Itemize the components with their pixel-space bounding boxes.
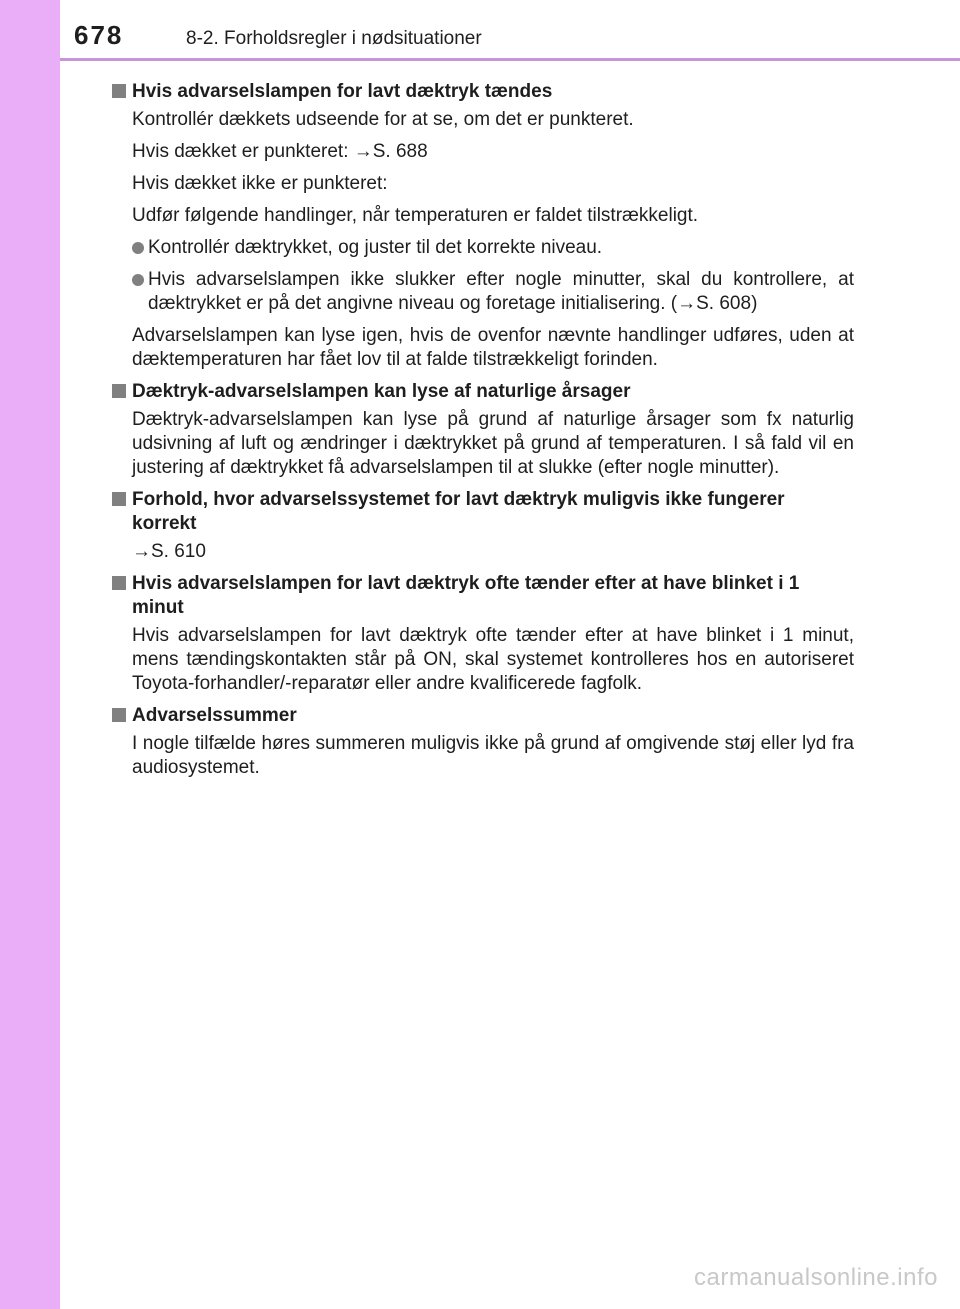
square-bullet-icon xyxy=(112,576,126,590)
chapter-sidebar-tab xyxy=(0,0,60,1309)
page-reference: →S. 610 xyxy=(132,541,206,562)
paragraph: Dæktryk-advarselslampen kan lyse på grund af naturlige årsager som fx naturlig udsivning af luft og ændringer i dæktrykket på grund af temperaturen. I så fald vil en justering af dæktrykket få advarselslampen til at slukke (efter nogle minutter). xyxy=(132,409,854,478)
bullet-item: Hvis advarselslampen ikke slukker efter nogle minutter, skal du kontrollere, at dæktrykket er på det angivne niveau og foretage initialisering. (→S. 608) xyxy=(112,268,854,316)
section-light-after-blinking xyxy=(112,572,854,696)
paragraph: Hvis dækket ikke er punkteret: xyxy=(132,173,388,194)
site-watermark: carmanualsonline.info xyxy=(694,1264,938,1291)
header-divider xyxy=(60,58,960,61)
paragraph: Hvis advarselslampen for lavt dæktryk ofte tænder efter at have blinket i 1 minut, mens tændingskontakten står på ON, skal systemet kontrolleres hos en autoriseret Toyota-forhandler/-reparatør eller andre kvalificerede fagfolk. xyxy=(132,625,854,694)
section-warning-buzzer xyxy=(112,704,854,780)
section-heading: Dæktryk-advarselslampen kan lyse af naturlige årsager xyxy=(112,380,854,404)
square-bullet-icon xyxy=(112,384,126,398)
paragraph: Advarselslampen kan lyse igen, hvis de ovenfor nævnte handlinger udføres, uden at dæktemperaturen har fået lov til at falde tilstrækkeligt forinden. xyxy=(132,325,854,370)
section-heading: Hvis advarselslampen for lavt dæktryk ofte tænder efter at have blinket i 1 minut xyxy=(112,572,854,620)
paragraph: I nogle tilfælde høres summeren muligvis ikke på grund af omgivende støj eller lyd fra audiosystemet. xyxy=(132,733,854,778)
circle-bullet-icon xyxy=(132,274,144,286)
section-system-may-not-work xyxy=(112,488,854,564)
paragraph: Hvis dækket er punkteret: →S. 688 xyxy=(132,141,428,162)
page-content xyxy=(112,72,854,780)
chapter-title: 8-2. Forholdsregler i nødsituationer xyxy=(186,28,482,49)
square-bullet-icon xyxy=(112,708,126,722)
section-heading: Forhold, hvor advarselssystemet for lavt dæktryk muligvis ikke fungerer korrekt xyxy=(112,488,854,536)
square-bullet-icon xyxy=(112,84,126,98)
section-heading: Hvis advarselslampen for lavt dæktryk tændes xyxy=(112,80,854,104)
square-bullet-icon xyxy=(112,492,126,506)
section-warning-light-on xyxy=(112,80,854,372)
circle-bullet-icon xyxy=(132,242,144,254)
page-number: 678 xyxy=(74,20,124,50)
section-heading: Advarselssummer xyxy=(112,704,854,728)
bullet-item: Kontrollér dæktrykket, og juster til det korrekte niveau. xyxy=(112,236,854,260)
section-natural-causes xyxy=(112,380,854,480)
paragraph: Kontrollér dækkets udseende for at se, om det er punkteret. xyxy=(132,109,634,130)
paragraph: Udfør følgende handlinger, når temperaturen er faldet tilstrækkeligt. xyxy=(132,205,699,226)
